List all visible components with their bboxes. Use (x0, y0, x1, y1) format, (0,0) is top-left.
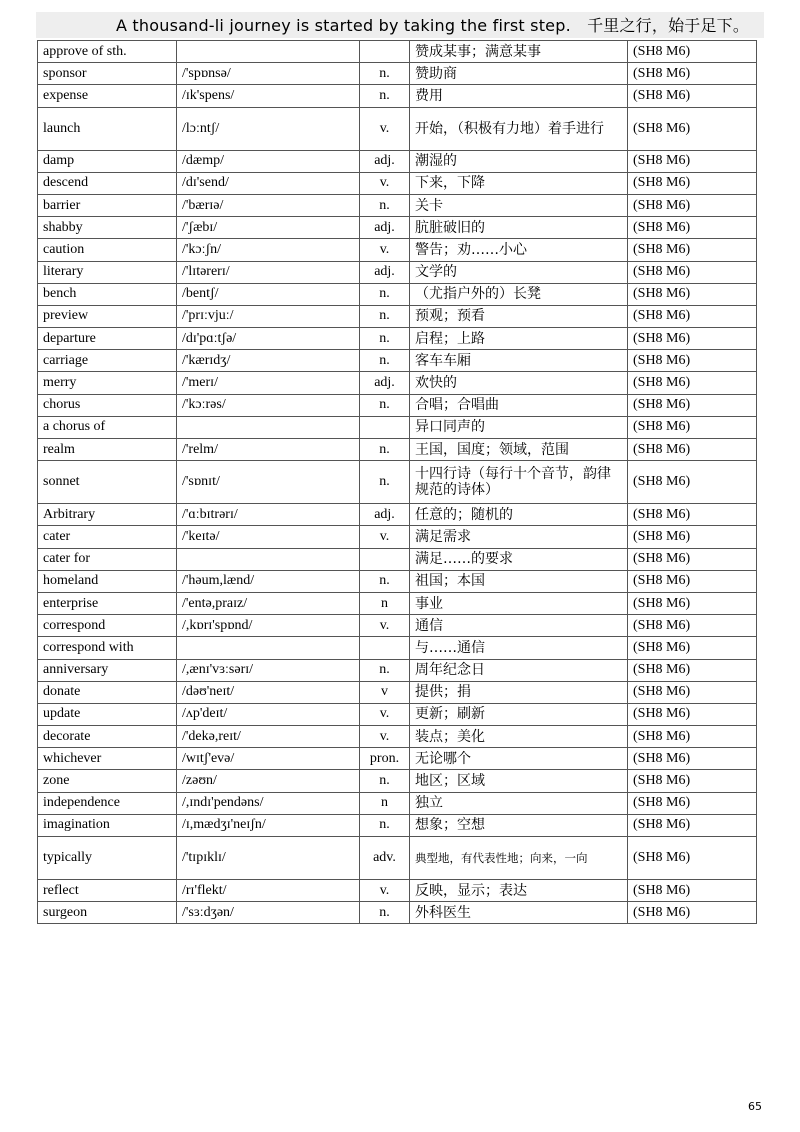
part-of-speech-cell: n (360, 592, 410, 614)
part-of-speech-cell: n (360, 792, 410, 814)
table-row (38, 239, 757, 261)
part-of-speech-cell (360, 41, 410, 63)
table-row (38, 637, 757, 659)
unit-cell: (SH8 M6) (628, 548, 757, 570)
phonetic-cell (177, 41, 360, 63)
word-cell: correspond with (38, 637, 177, 659)
word-cell: realm (38, 439, 177, 461)
table-row (38, 792, 757, 814)
part-of-speech-cell: n. (360, 305, 410, 327)
unit-cell: (SH8 M6) (628, 394, 757, 416)
part-of-speech-cell: n. (360, 63, 410, 85)
table-row (38, 770, 757, 792)
phonetic-cell: /'kɔːrəs/ (177, 394, 360, 416)
phonetic-cell: /zəʊn/ (177, 770, 360, 792)
meaning-cell: 潮湿的 (410, 150, 628, 172)
word-cell: damp (38, 150, 177, 172)
table-row (38, 837, 757, 880)
phonetic-cell: /ɪ,mædʒɪ'neɪʃn/ (177, 814, 360, 836)
table-row (38, 416, 757, 438)
unit-cell: (SH8 M6) (628, 217, 757, 239)
word-cell: approve of sth. (38, 41, 177, 63)
table-row (38, 703, 757, 725)
unit-cell: (SH8 M6) (628, 637, 757, 659)
unit-cell: (SH8 M6) (628, 239, 757, 261)
word-cell: Arbitrary (38, 504, 177, 526)
unit-cell: (SH8 M6) (628, 792, 757, 814)
part-of-speech-cell: pron. (360, 748, 410, 770)
phonetic-cell: /dæmp/ (177, 150, 360, 172)
word-cell: imagination (38, 814, 177, 836)
phonetic-cell (177, 548, 360, 570)
part-of-speech-cell: adj. (360, 217, 410, 239)
part-of-speech-cell: n. (360, 461, 410, 504)
word-cell: literary (38, 261, 177, 283)
word-cell: update (38, 703, 177, 725)
unit-cell: (SH8 M6) (628, 570, 757, 592)
phonetic-cell: /'ɑːbɪtrərɪ/ (177, 504, 360, 526)
part-of-speech-cell: n. (360, 394, 410, 416)
phonetic-cell: /'kærɪdʒ/ (177, 350, 360, 372)
unit-cell: (SH8 M6) (628, 659, 757, 681)
meaning-cell: 周年纪念日 (410, 659, 628, 681)
table-row (38, 748, 757, 770)
part-of-speech-cell: v. (360, 615, 410, 637)
word-cell: correspond (38, 615, 177, 637)
table-row (38, 41, 757, 63)
word-cell: shabby (38, 217, 177, 239)
word-cell: a chorus of (38, 416, 177, 438)
table-row (38, 504, 757, 526)
part-of-speech-cell: n. (360, 770, 410, 792)
table-row (38, 592, 757, 614)
unit-cell: (SH8 M6) (628, 504, 757, 526)
page-header (36, 12, 764, 38)
meaning-cell: 下来，下降 (410, 172, 628, 194)
word-cell: launch (38, 107, 177, 150)
meaning-cell: 外科医生 (410, 902, 628, 924)
unit-cell: (SH8 M6) (628, 328, 757, 350)
phonetic-cell: /'bærɪə/ (177, 194, 360, 216)
word-cell: caution (38, 239, 177, 261)
part-of-speech-cell: n. (360, 814, 410, 836)
table-row (38, 814, 757, 836)
meaning-cell: 启程；上路 (410, 328, 628, 350)
table-row (38, 570, 757, 592)
unit-cell: (SH8 M6) (628, 592, 757, 614)
meaning-cell: 预观；预看 (410, 305, 628, 327)
meaning-cell: 肮脏破旧的 (410, 217, 628, 239)
unit-cell: (SH8 M6) (628, 63, 757, 85)
table-row (38, 328, 757, 350)
unit-cell: (SH8 M6) (628, 107, 757, 150)
part-of-speech-cell: n. (360, 439, 410, 461)
table-row (38, 548, 757, 570)
word-cell: decorate (38, 726, 177, 748)
word-cell: surgeon (38, 902, 177, 924)
phonetic-cell: /,kɒrɪ'spɒnd/ (177, 615, 360, 637)
meaning-cell: 王国，国度；领域，范围 (410, 439, 628, 461)
part-of-speech-cell: n. (360, 194, 410, 216)
unit-cell: (SH8 M6) (628, 85, 757, 107)
part-of-speech-cell: v. (360, 239, 410, 261)
unit-cell: (SH8 M6) (628, 770, 757, 792)
table-row (38, 526, 757, 548)
meaning-cell: 祖国；本国 (410, 570, 628, 592)
part-of-speech-cell: v. (360, 880, 410, 902)
unit-cell: (SH8 M6) (628, 703, 757, 725)
part-of-speech-cell: adj. (360, 504, 410, 526)
word-cell: carriage (38, 350, 177, 372)
word-cell: zone (38, 770, 177, 792)
phonetic-cell: /'sɒnɪt/ (177, 461, 360, 504)
table-row (38, 461, 757, 504)
meaning-cell: 客车车厢 (410, 350, 628, 372)
phonetic-cell: /'relm/ (177, 439, 360, 461)
meaning-cell: 开始，（积极有力地）着手进行 (410, 107, 628, 150)
page-number: 65 (748, 1100, 762, 1113)
phonetic-cell: /'spɒnsə/ (177, 63, 360, 85)
phonetic-cell: /lɔːntʃ/ (177, 107, 360, 150)
word-cell: cater for (38, 548, 177, 570)
table-row (38, 217, 757, 239)
part-of-speech-cell: n. (360, 902, 410, 924)
word-cell: barrier (38, 194, 177, 216)
part-of-speech-cell (360, 416, 410, 438)
table-row (38, 372, 757, 394)
meaning-cell: 通信 (410, 615, 628, 637)
unit-cell: (SH8 M6) (628, 261, 757, 283)
word-cell: cater (38, 526, 177, 548)
unit-cell: (SH8 M6) (628, 726, 757, 748)
table-row (38, 150, 757, 172)
word-cell: independence (38, 792, 177, 814)
meaning-cell: 警告；劝……小心 (410, 239, 628, 261)
table-row (38, 902, 757, 924)
unit-cell: (SH8 M6) (628, 283, 757, 305)
unit-cell: (SH8 M6) (628, 461, 757, 504)
phonetic-cell: /'prɪːvjuː/ (177, 305, 360, 327)
phonetic-cell (177, 637, 360, 659)
phonetic-cell: /rɪ'flekt/ (177, 880, 360, 902)
part-of-speech-cell: adj. (360, 261, 410, 283)
word-cell: preview (38, 305, 177, 327)
phonetic-cell: /'kɔːʃn/ (177, 239, 360, 261)
table-row (38, 726, 757, 748)
word-cell: merry (38, 372, 177, 394)
unit-cell: (SH8 M6) (628, 305, 757, 327)
part-of-speech-cell: adj. (360, 372, 410, 394)
phonetic-cell: /ɪk'spens/ (177, 85, 360, 107)
meaning-cell: 独立 (410, 792, 628, 814)
meaning-cell: 事业 (410, 592, 628, 614)
phonetic-cell: /,ɪndɪ'pendəns/ (177, 792, 360, 814)
word-cell: typically (38, 837, 177, 880)
unit-cell: (SH8 M6) (628, 41, 757, 63)
meaning-cell: 欢快的 (410, 372, 628, 394)
table-row (38, 107, 757, 150)
phonetic-cell: /,ænɪ'vɜːsərɪ/ (177, 659, 360, 681)
unit-cell: (SH8 M6) (628, 172, 757, 194)
phonetic-cell (177, 416, 360, 438)
meaning-cell: 想象；空想 (410, 814, 628, 836)
phonetic-cell: /ʌp'deɪt/ (177, 703, 360, 725)
word-cell: chorus (38, 394, 177, 416)
part-of-speech-cell: n. (360, 570, 410, 592)
phonetic-cell: /'dekə,reɪt/ (177, 726, 360, 748)
word-cell: expense (38, 85, 177, 107)
phonetic-cell: /dɪ'pɑːtʃə/ (177, 328, 360, 350)
unit-cell: (SH8 M6) (628, 194, 757, 216)
meaning-cell: 异口同声的 (410, 416, 628, 438)
phonetic-cell: /bentʃ/ (177, 283, 360, 305)
phonetic-cell: /'ʃæbɪ/ (177, 217, 360, 239)
part-of-speech-cell: v. (360, 526, 410, 548)
meaning-cell: 满足需求 (410, 526, 628, 548)
word-cell: departure (38, 328, 177, 350)
meaning-cell: （尤指户外的）长凳 (410, 283, 628, 305)
phonetic-cell: /'keɪtə/ (177, 526, 360, 548)
meaning-cell: 满足……的要求 (410, 548, 628, 570)
table-row (38, 305, 757, 327)
part-of-speech-cell: n. (360, 659, 410, 681)
unit-cell: (SH8 M6) (628, 416, 757, 438)
table-row (38, 194, 757, 216)
phonetic-cell: /wɪtʃ'evə/ (177, 748, 360, 770)
word-cell: bench (38, 283, 177, 305)
table-row (38, 681, 757, 703)
unit-cell: (SH8 M6) (628, 372, 757, 394)
part-of-speech-cell: n. (360, 283, 410, 305)
word-cell: homeland (38, 570, 177, 592)
unit-cell: (SH8 M6) (628, 439, 757, 461)
phonetic-cell: /'sɜːdʒən/ (177, 902, 360, 924)
table-row (38, 350, 757, 372)
table-row (38, 172, 757, 194)
part-of-speech-cell: n. (360, 85, 410, 107)
meaning-cell: 费用 (410, 85, 628, 107)
meaning-cell: 与……通信 (410, 637, 628, 659)
unit-cell: (SH8 M6) (628, 748, 757, 770)
word-cell: enterprise (38, 592, 177, 614)
word-cell: donate (38, 681, 177, 703)
word-cell: descend (38, 172, 177, 194)
phonetic-cell: /'entə,praɪz/ (177, 592, 360, 614)
phonetic-cell: /'tɪpɪklɪ/ (177, 837, 360, 880)
unit-cell: (SH8 M6) (628, 814, 757, 836)
table-row (38, 659, 757, 681)
part-of-speech-cell: v (360, 681, 410, 703)
word-cell: reflect (38, 880, 177, 902)
meaning-cell: 赞成某事；满意某事 (410, 41, 628, 63)
meaning-cell: 无论哪个 (410, 748, 628, 770)
part-of-speech-cell: v. (360, 726, 410, 748)
vocabulary-table-body (38, 41, 757, 924)
unit-cell: (SH8 M6) (628, 837, 757, 880)
unit-cell: (SH8 M6) (628, 880, 757, 902)
part-of-speech-cell: adv. (360, 837, 410, 880)
phonetic-cell: /'merɪ/ (177, 372, 360, 394)
table-row (38, 439, 757, 461)
part-of-speech-cell: v. (360, 172, 410, 194)
header-title: A thousand-li journey is started by taking the first step. 千里之行，始于足下。 (116, 16, 750, 35)
part-of-speech-cell (360, 548, 410, 570)
word-cell: anniversary (38, 659, 177, 681)
phonetic-cell: /'lɪtərerɪ/ (177, 261, 360, 283)
meaning-cell: 更新；刷新 (410, 703, 628, 725)
unit-cell: (SH8 M6) (628, 526, 757, 548)
word-cell: sponsor (38, 63, 177, 85)
part-of-speech-cell: n. (360, 328, 410, 350)
part-of-speech-cell: adj. (360, 150, 410, 172)
table-row (38, 85, 757, 107)
unit-cell: (SH8 M6) (628, 902, 757, 924)
table-row (38, 63, 757, 85)
phonetic-cell: /dɪ'send/ (177, 172, 360, 194)
table-row (38, 261, 757, 283)
unit-cell: (SH8 M6) (628, 681, 757, 703)
meaning-cell: 合唱；合唱曲 (410, 394, 628, 416)
meaning-cell: 地区；区域 (410, 770, 628, 792)
vocabulary-table (37, 40, 757, 924)
part-of-speech-cell: n. (360, 350, 410, 372)
meaning-cell: 装点；美化 (410, 726, 628, 748)
table-row (38, 394, 757, 416)
meaning-cell: 文学的 (410, 261, 628, 283)
table-row (38, 615, 757, 637)
word-cell: sonnet (38, 461, 177, 504)
unit-cell: (SH8 M6) (628, 350, 757, 372)
word-cell: whichever (38, 748, 177, 770)
meaning-cell: 任意的；随机的 (410, 504, 628, 526)
meaning-cell: 赞助商 (410, 63, 628, 85)
part-of-speech-cell: v. (360, 107, 410, 150)
meaning-cell: 反映，显示；表达 (410, 880, 628, 902)
part-of-speech-cell (360, 637, 410, 659)
meaning-cell: 提供；捐 (410, 681, 628, 703)
meaning-cell: 关卡 (410, 194, 628, 216)
part-of-speech-cell: v. (360, 703, 410, 725)
table-row (38, 880, 757, 902)
phonetic-cell: /dəʊ'neɪt/ (177, 681, 360, 703)
phonetic-cell: /'həum,lænd/ (177, 570, 360, 592)
unit-cell: (SH8 M6) (628, 615, 757, 637)
unit-cell: (SH8 M6) (628, 150, 757, 172)
meaning-cell: 十四行诗（每行十个音节，韵律规范的诗体） (410, 461, 628, 504)
table-row (38, 283, 757, 305)
meaning-cell: 典型地，有代表性地；向来，一向 (410, 837, 628, 880)
